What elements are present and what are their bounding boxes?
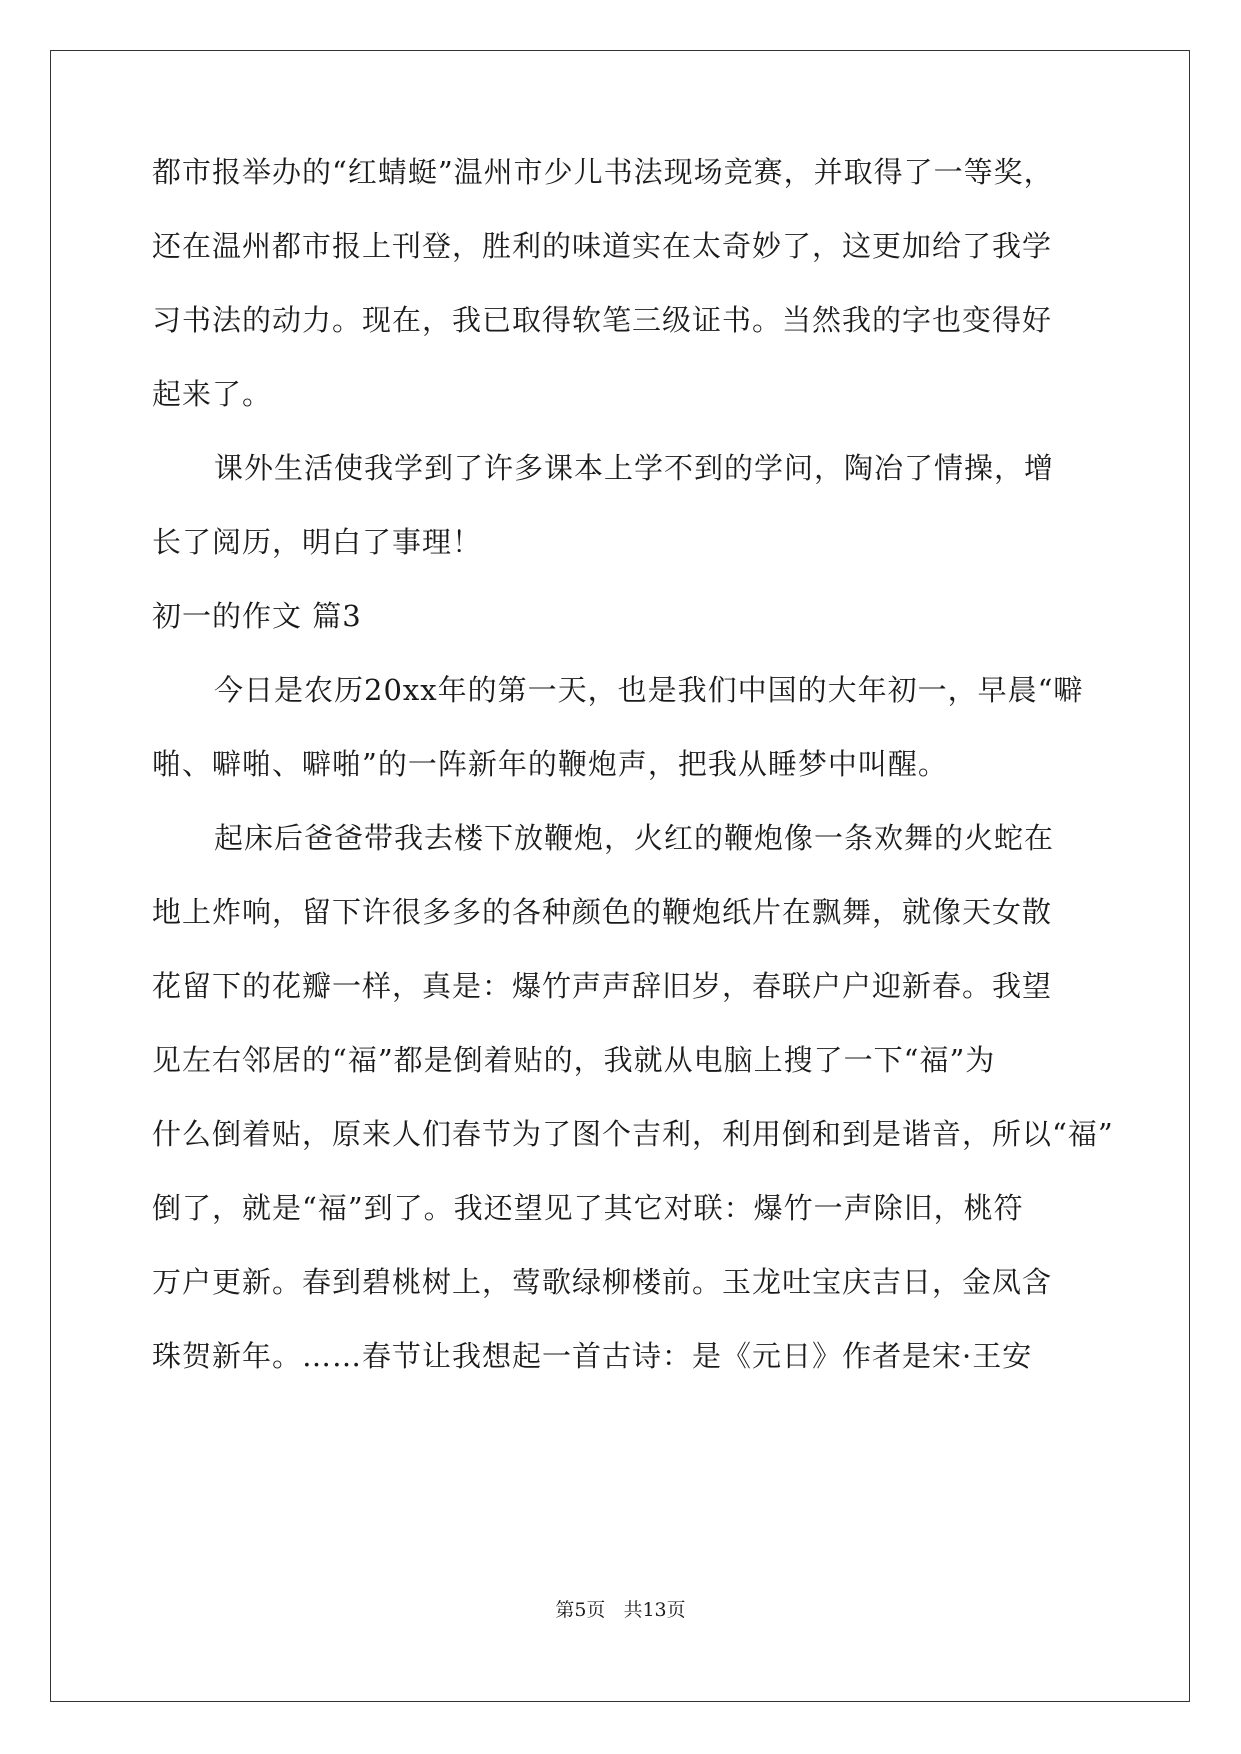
text-line: 珠贺新年。……春节让我想起一首古诗：是《元日》作者是宋·王安: [152, 1339, 1033, 1373]
text-line: 倒了，就是“福”到了。我还望见了其它对联：爆竹一声除旧，桃符: [152, 1191, 1024, 1225]
text-line: 长了阅历，明白了事理！: [152, 525, 483, 559]
text-line: 什么倒着贴，原来人们春节为了图个吉利，利用倒和到是谐音，所以“福”: [152, 1117, 1114, 1151]
text-line: 还在温州都市报上刊登，胜利的味道实在太奇妙了，这更加给了我学: [152, 229, 1053, 263]
text-line: 习书法的动力。现在，我已取得软笔三级证书。当然我的字也变得好: [152, 303, 1053, 337]
paragraph-start: 课外生活使我学到了许多课本上学不到的学问，陶冶了情操，增: [214, 451, 1055, 485]
page-number: 第5页: [555, 1599, 606, 1621]
page-footer: [0, 1595, 1241, 1622]
text-line: 起来了。: [152, 377, 273, 411]
page-border: [50, 50, 1190, 1702]
text-line: 花留下的花瓣一样，真是：爆竹声声辞旧岁，春联户户迎新春。我望: [152, 969, 1053, 1003]
section-heading: 初一的作文 篇3: [152, 599, 362, 633]
text-line: 地上炸响，留下许很多多的各种颜色的鞭炮纸片在飘舞，就像天女散: [152, 895, 1053, 929]
text-line: 都市报举办的“红蜻蜓”温州市少儿书法现场竞赛，并取得了一等奖，: [152, 155, 1054, 189]
text-line: 啪、噼啪、噼啪”的一阵新年的鞭炮声，把我从睡梦中叫醒。: [152, 747, 948, 781]
page-total: 共13页: [623, 1599, 686, 1621]
paragraph-start: 今日是农历20xx年的第一天，也是我们中国的大年初一，早晨“噼: [214, 673, 1084, 707]
text-line: 见左右邻居的“福”都是倒着贴的，我就从电脑上搜了一下“福”为: [152, 1043, 996, 1077]
text-line: 万户更新。春到碧桃树上，莺歌绿柳楼前。玉龙吐宝庆吉日，金凤含: [152, 1265, 1053, 1299]
paragraph-start: 起床后爸爸带我去楼下放鞭炮，火红的鞭炮像一条欢舞的火蛇在: [214, 821, 1055, 855]
